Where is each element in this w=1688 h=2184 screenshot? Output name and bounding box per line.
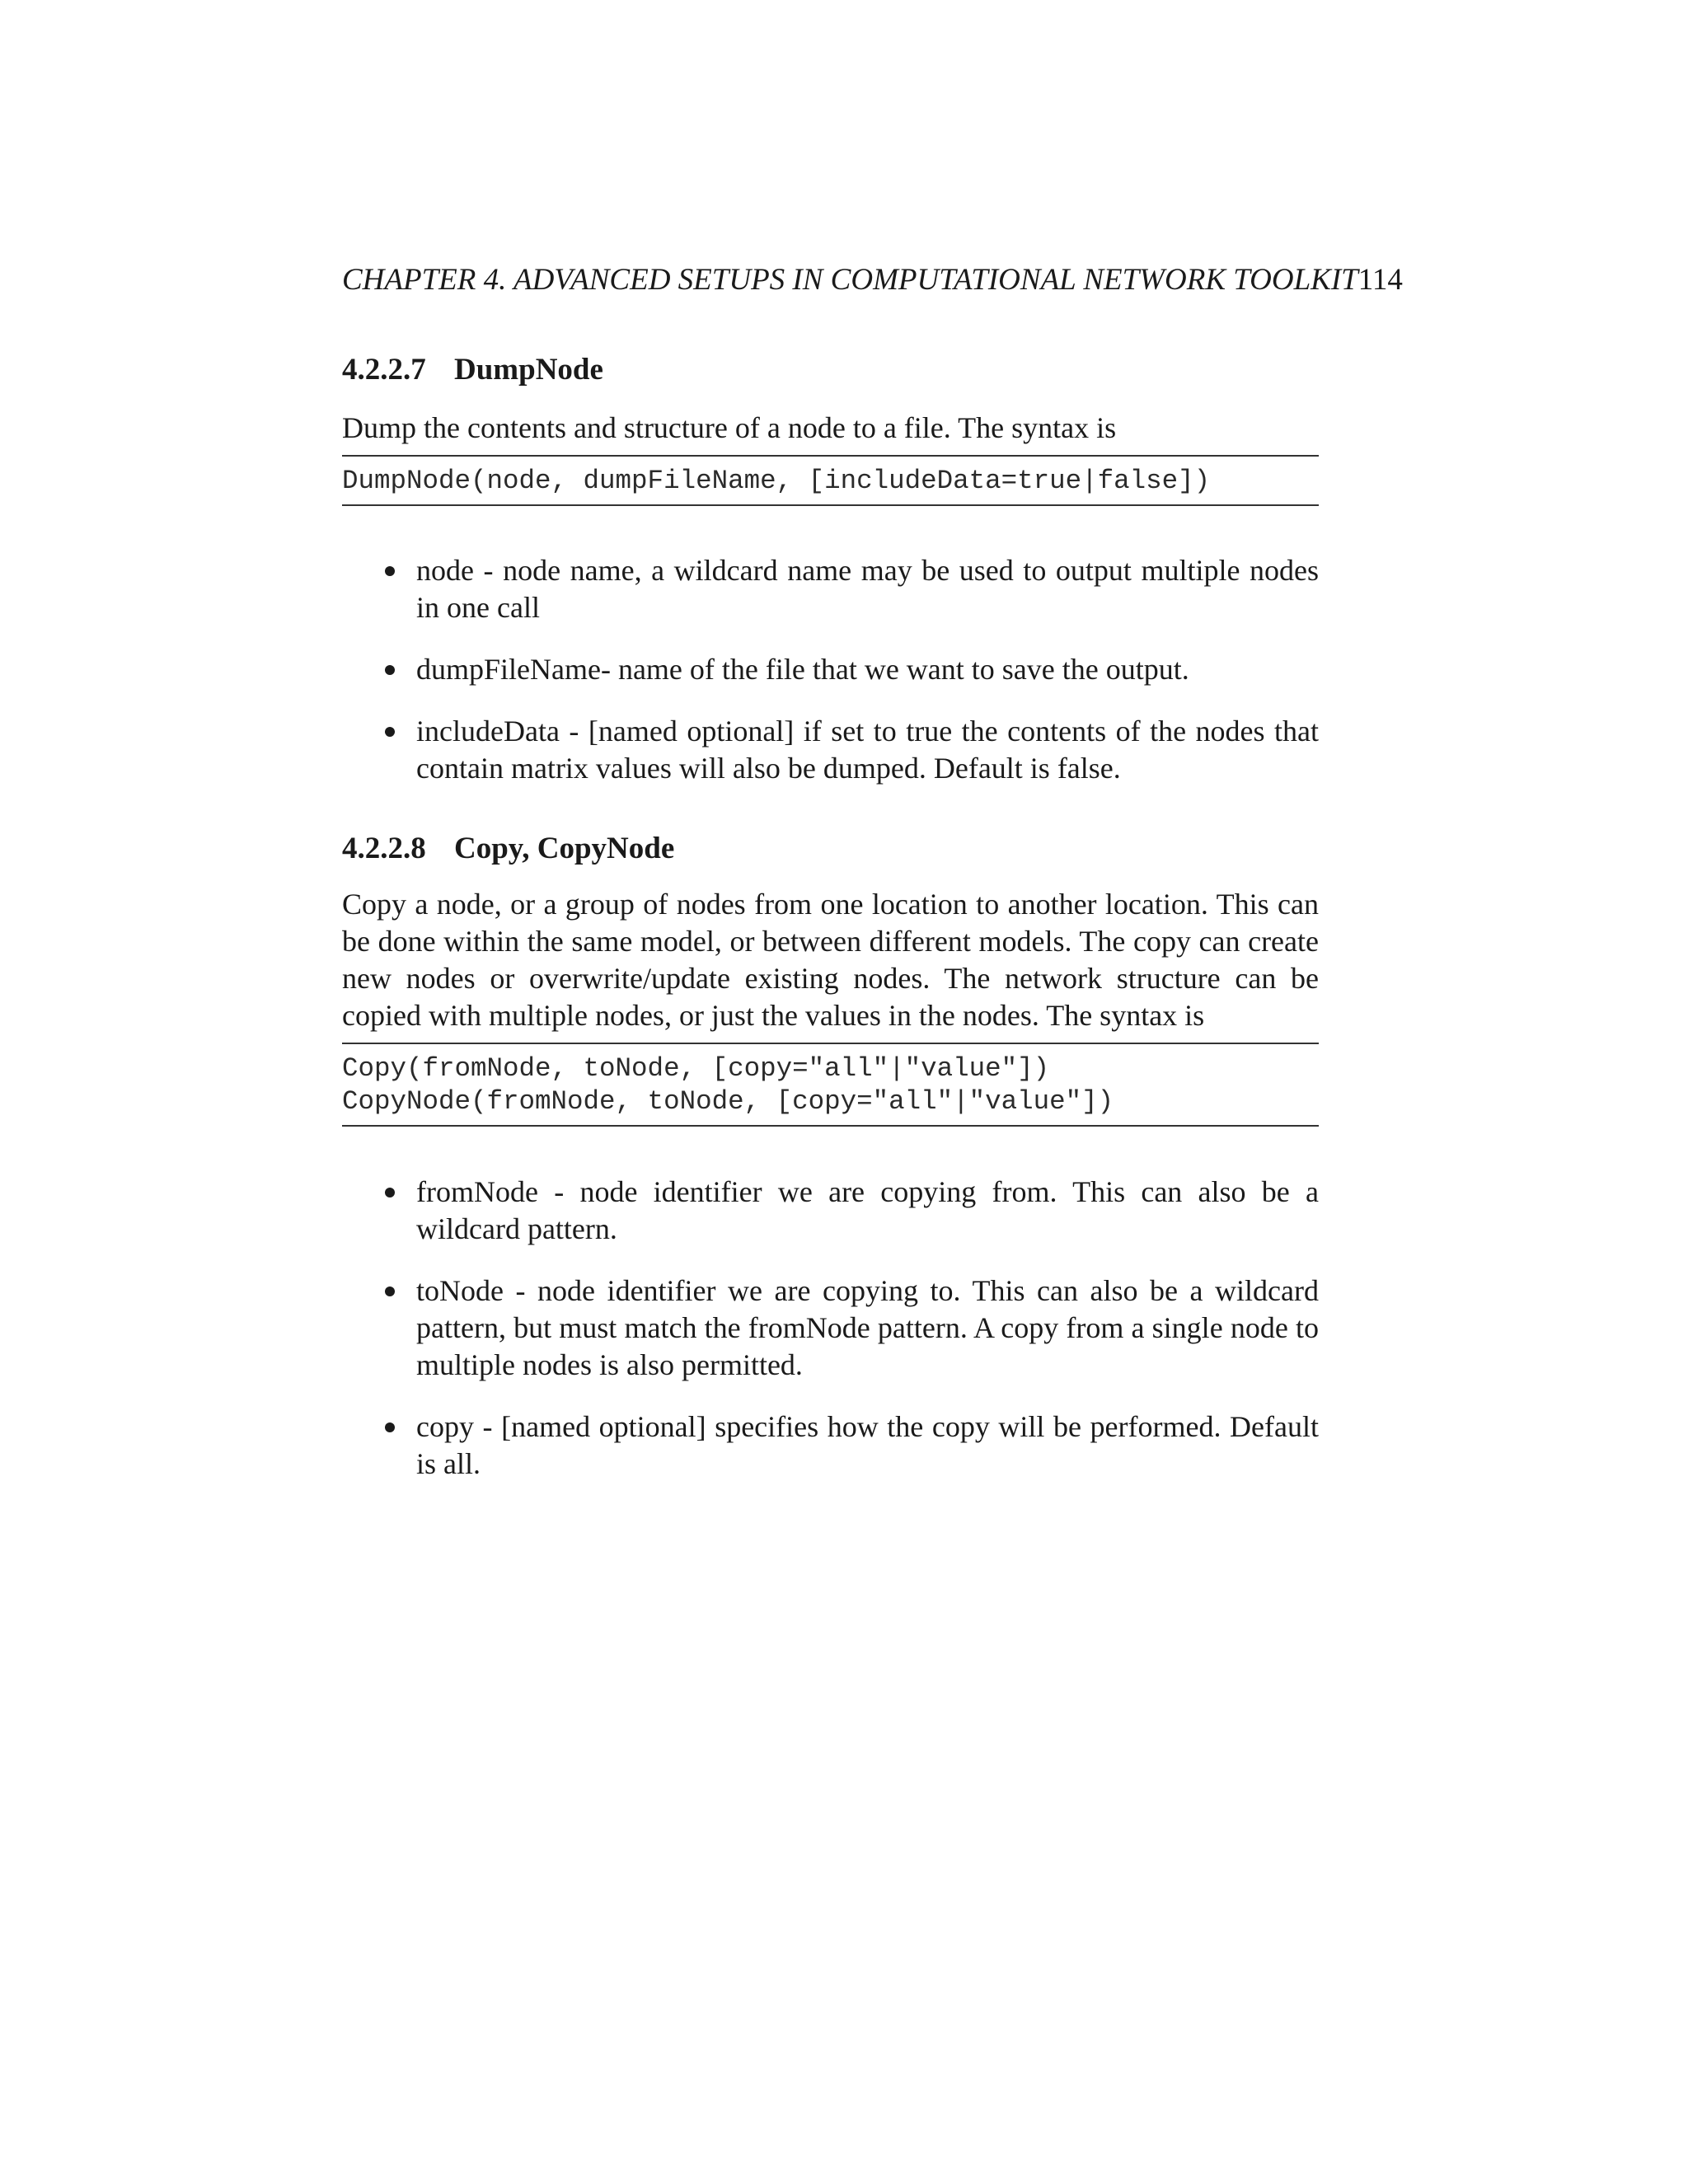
bullet-icon [385, 566, 395, 576]
list-item [342, 651, 1319, 688]
section-heading-copy [342, 831, 674, 867]
list-item [342, 1174, 1319, 1248]
section-number: 4.2.2.7 [342, 353, 426, 387]
list-item [342, 713, 1319, 787]
page-number: 114 [1357, 263, 1403, 297]
section-intro: Copy a node, or a group of nodes from one location to another location. This can be done within the same model, or between different models. The copy can create new nodes or overwrite/update existing nodes. The network structure can be copied with multiple nodes, or just the values in the nodes. The syntax is [342, 888, 1319, 1032]
section-title: DumpNode [454, 353, 603, 387]
list-item [342, 552, 1319, 626]
list-item-text: dumpFileName- name of the file that we want to save the output. [416, 653, 1189, 686]
bullet-list [342, 552, 1319, 812]
list-item-text: copy - [named optional] specifies how the copy will be performed. Default is all. [416, 1410, 1319, 1480]
list-item [342, 1272, 1319, 1384]
list-item-text: fromNode - node identifier we are copying from. This can also be a wildcard pattern. [416, 1175, 1319, 1245]
code-line: CopyNode(fromNode, toNode, [copy="all"|"value"]) [342, 1086, 1114, 1117]
code-block [342, 455, 1319, 506]
bullet-icon [385, 727, 395, 737]
section-title: Copy, CopyNode [454, 832, 675, 865]
section-heading-dumpnode [342, 352, 603, 388]
bullet-icon [385, 1286, 395, 1296]
list-item-text: node - node name, a wildcard name may be used to output multiple nodes in one call [416, 554, 1319, 624]
running-header [342, 262, 1418, 298]
bullet-icon [385, 1422, 395, 1432]
bullet-icon [385, 1188, 395, 1197]
section-intro: Dump the contents and structure of a node to a file. The syntax is [342, 411, 1117, 444]
list-item-text: toNode - node identifier we are copying to. This can also be a wildcard pattern, but must match the fromNode pattern. A copy from a single node to multiple nodes is also permitted. [416, 1274, 1319, 1381]
code-line: DumpNode(node, dumpFileName, [includeData=true|false]) [342, 466, 1211, 496]
code-line: Copy(fromNode, toNode, [copy="all"|"value"]) [342, 1053, 1050, 1084]
code-block [342, 1043, 1319, 1127]
bullet-list [342, 1174, 1319, 1507]
list-item-text: includeData - [named optional] if set to true the contents of the nodes that contain matrix values will also be dumped. Default is false. [416, 715, 1319, 785]
section-number: 4.2.2.8 [342, 832, 426, 865]
list-item [342, 1408, 1319, 1483]
bullet-icon [385, 665, 395, 675]
document-page [342, 0, 1403, 2184]
chapter-title: CHAPTER 4. ADVANCED SETUPS IN COMPUTATIONAL NETWORK TOOLKIT [342, 263, 1358, 297]
